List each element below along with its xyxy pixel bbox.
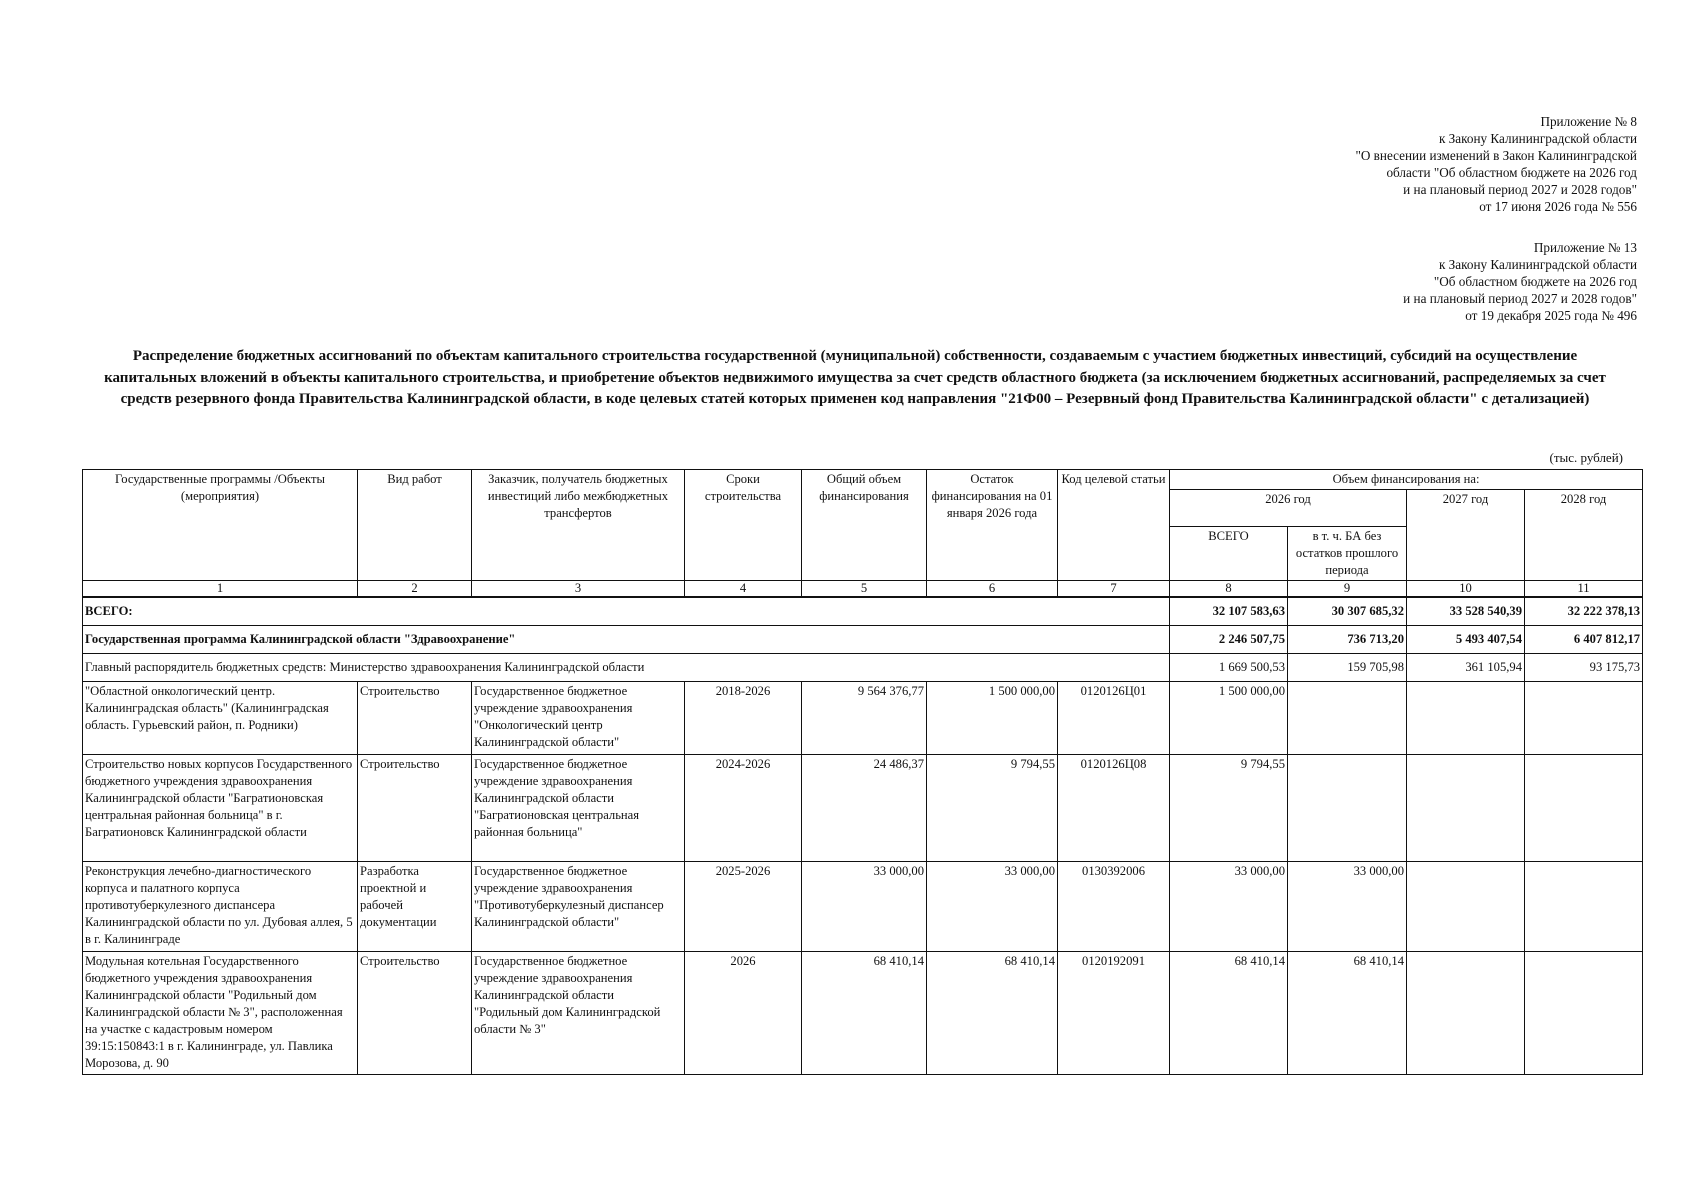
program-2026: 2 246 507,75 [1170, 626, 1288, 654]
appendix-current-line: от 17 июня 2026 года № 556 [1479, 199, 1637, 214]
appendix-original-block [1403, 239, 1637, 324]
table-row [83, 755, 1643, 862]
amount-2027 [1407, 862, 1525, 952]
header-financing: Объем финансирования на: [1170, 470, 1643, 490]
header-code: Код целевой статьи [1058, 470, 1170, 581]
work-type: Строительство [358, 952, 472, 1075]
program-label: Государственная программа Калининградской области "Здравоохранение" [83, 626, 1170, 654]
column-number: 5 [802, 581, 927, 598]
document-title: Распределение бюджетных ассигнований по объектам капитального строительства государственной (муниципальной) собственности, создаваемым с участием бюджетных инвестиций, субсидий на осуществление капитальных вложений в объекты капитального строительства, и приобретение объектов недвижимого имущества за счет средств областного бюджета (за исключением бюджетных ассигнований, распределяемых за счет средств резервного фонда Правительства Калининградской области, в коде целевых статей которых применен код направления "21Ф00 – Резервный фонд Правительства Калининградской области" с детализацией) [104, 348, 1606, 407]
column-number-row [83, 581, 1643, 598]
manager-2027: 361 105,94 [1407, 654, 1525, 682]
table-row [83, 682, 1643, 755]
header-customer: Заказчик, получатель бюджетных инвестиций либо межбюджетных трансфертов [472, 470, 685, 581]
total-volume: 24 486,37 [802, 755, 927, 862]
object-name: "Областной онкологический центр. Калининградская область" (Калининградская область. Гурьевский район, п. Родники) [83, 682, 358, 755]
appendix-current-line: и на плановый период 2027 и 2028 годов" [1403, 182, 1637, 197]
amount-2026: 33 000,00 [1170, 862, 1288, 952]
amount-2027 [1407, 682, 1525, 755]
appendix-original-line: и на плановый период 2027 и 2028 годов" [1403, 291, 1637, 306]
remainder: 33 000,00 [927, 862, 1058, 952]
column-number: 6 [927, 581, 1058, 598]
amount-2028 [1525, 952, 1643, 1075]
remainder: 9 794,55 [927, 755, 1058, 862]
amount-2026-ba: 33 000,00 [1288, 862, 1407, 952]
column-number: 2 [358, 581, 472, 598]
period: 2026 [685, 952, 802, 1075]
program-2028: 6 407 812,17 [1525, 626, 1643, 654]
header-remainder: Остаток финансирования на 01 января 2026 года [927, 470, 1058, 581]
total-volume: 33 000,00 [802, 862, 927, 952]
object-name: Модульная котельная Государственного бюджетного учреждения здравоохранения Калининградской области "Родильный дом Калининградской области № 3", расположенная на участке с кадастровым номером 39:15:150843:1 в г. Калининграде, ул. Павлика Морозова, д. 90 [83, 952, 358, 1075]
total-volume: 9 564 376,77 [802, 682, 927, 755]
manager-2026-ba: 159 705,98 [1288, 654, 1407, 682]
customer: Государственное бюджетное учреждение здравоохранения "Противотуберкулезный диспансер Калининградской области" [472, 862, 685, 952]
header-total-volume: Общий объем финансирования [802, 470, 927, 581]
appendix-current-title: Приложение № 8 [1540, 114, 1637, 129]
program-row [83, 626, 1643, 654]
manager-row [83, 654, 1643, 682]
header-year-2028: 2028 год [1525, 490, 1643, 581]
header-period: Сроки строительства [685, 470, 802, 581]
total-row [83, 597, 1643, 626]
appendix-original-line: "Об областном бюджете на 2026 год [1433, 274, 1637, 289]
manager-2028: 93 175,73 [1525, 654, 1643, 682]
column-number: 9 [1288, 581, 1407, 598]
amount-2026-ba [1288, 755, 1407, 862]
table-row [83, 862, 1643, 952]
appendix-current-block [1355, 113, 1637, 215]
target-code: 0120126Ц01 [1058, 682, 1170, 755]
column-number: 11 [1525, 581, 1643, 598]
manager-label: Главный распорядитель бюджетных средств: Министерство здравоохранения Калининградской области [83, 654, 1170, 682]
target-code: 0120126Ц08 [1058, 755, 1170, 862]
amount-2027 [1407, 755, 1525, 862]
target-code: 0130392006 [1058, 862, 1170, 952]
program-2027: 5 493 407,54 [1407, 626, 1525, 654]
column-number: 1 [83, 581, 358, 598]
appendix-original-line: к Закону Калининградской области [1438, 257, 1637, 272]
total-2028: 32 222 378,13 [1525, 597, 1643, 626]
amount-2026: 68 410,14 [1170, 952, 1288, 1075]
appendix-current-line: "О внесении изменений в Закон Калининградской [1355, 148, 1637, 163]
amount-2028 [1525, 862, 1643, 952]
total-2026: 32 107 583,63 [1170, 597, 1288, 626]
column-number: 8 [1170, 581, 1288, 598]
work-type: Строительство [358, 682, 472, 755]
amount-2026: 1 500 000,00 [1170, 682, 1288, 755]
remainder: 68 410,14 [927, 952, 1058, 1075]
appendix-current-line: к Закону Калининградской области [1438, 131, 1637, 146]
amount-2026-ba [1288, 682, 1407, 755]
amount-2028 [1525, 682, 1643, 755]
amount-2026-ba: 68 410,14 [1288, 952, 1407, 1075]
period: 2025-2026 [685, 862, 802, 952]
amount-2026: 9 794,55 [1170, 755, 1288, 862]
period: 2018-2026 [685, 682, 802, 755]
column-number: 4 [685, 581, 802, 598]
work-type: Строительство [358, 755, 472, 862]
header-row [83, 470, 1643, 490]
target-code: 0120192091 [1058, 952, 1170, 1075]
appendix-current-line: области "Об областном бюджете на 2026 год [1386, 165, 1637, 180]
program-2026-ba: 736 713,20 [1288, 626, 1407, 654]
total-2026-ba: 30 307 685,32 [1288, 597, 1407, 626]
amount-2028 [1525, 755, 1643, 862]
unit-note: (тыс. рублей) [1549, 450, 1623, 465]
table-row [83, 952, 1643, 1075]
column-number: 3 [472, 581, 685, 598]
manager-2026: 1 669 500,53 [1170, 654, 1288, 682]
column-number: 7 [1058, 581, 1170, 598]
amount-2027 [1407, 952, 1525, 1075]
period: 2024-2026 [685, 755, 802, 862]
header-year-2027: 2027 год [1407, 490, 1525, 581]
budget-table [82, 469, 1643, 1075]
header-programs: Государственные программы /Объекты (мероприятия) [83, 470, 358, 581]
object-name: Реконструкция лечебно-диагностического корпуса и палатного корпуса противотуберкулезного диспансера Калининградской области по ул. Дубовая аллея, 5 в г. Калининграде [83, 862, 358, 952]
column-number: 10 [1407, 581, 1525, 598]
header-work-type: Вид работ [358, 470, 472, 581]
total-2027: 33 528 540,39 [1407, 597, 1525, 626]
appendix-original-title: Приложение № 13 [1533, 240, 1637, 255]
object-name: Строительство новых корпусов Государственного бюджетного учреждения здравоохранения Калининградской области "Багратионовская центральная районная больница" в г. Багратионовск Калининградской области [83, 755, 358, 862]
remainder: 1 500 000,00 [927, 682, 1058, 755]
header-year-2026: 2026 год [1170, 490, 1407, 527]
work-type: Разработка проектной и рабочей документации [358, 862, 472, 952]
header-ba-2026: в т. ч. БА без остатков прошлого периода [1288, 527, 1407, 581]
appendix-original-line: от 19 декабря 2025 года № 496 [1465, 308, 1637, 323]
total-volume: 68 410,14 [802, 952, 927, 1075]
customer: Государственное бюджетное учреждение здравоохранения "Онкологический центр Калининградской области" [472, 682, 685, 755]
customer: Государственное бюджетное учреждение здравоохранения Калининградской области "Багратионовская центральная районная больница" [472, 755, 685, 862]
header-total-2026: ВСЕГО [1170, 527, 1288, 581]
customer: Государственное бюджетное учреждение здравоохранения Калининградской области "Родильный дом Калининградской области № 3" [472, 952, 685, 1075]
total-label: ВСЕГО: [83, 597, 1170, 626]
